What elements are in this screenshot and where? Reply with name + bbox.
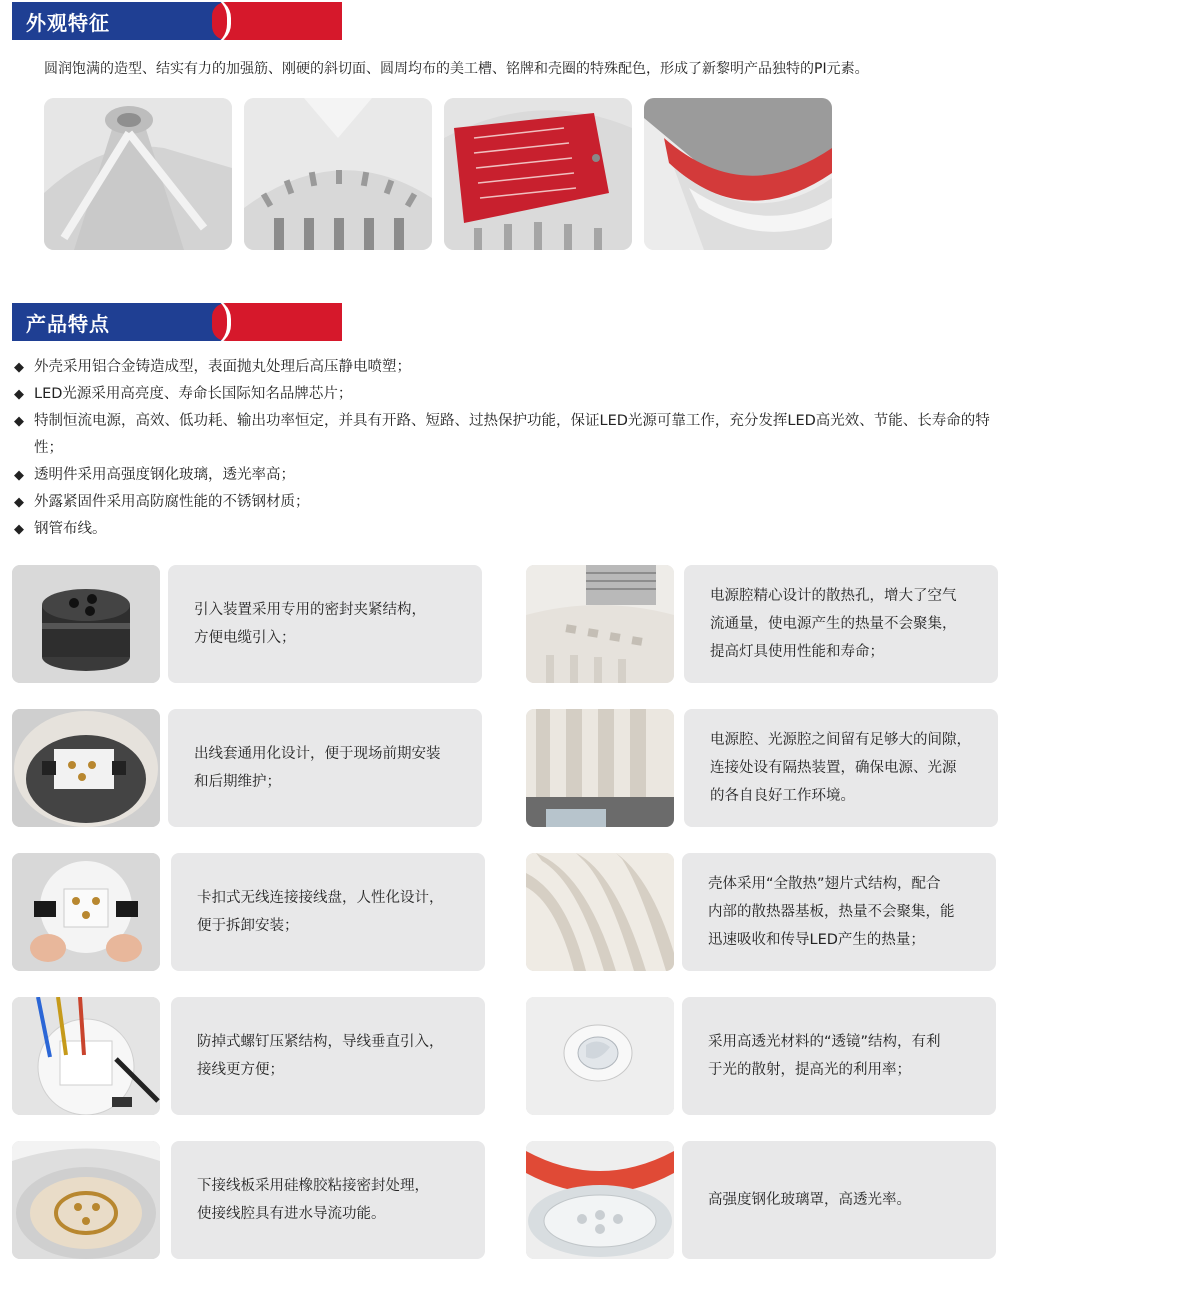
list-item: ◆ LED光源采用高亮度、寿命长国际知名品牌芯片；	[14, 381, 1014, 408]
nameplate-photo	[444, 98, 632, 250]
bullet-icon: ◆	[14, 387, 24, 402]
card-text: 卡扣式无线连接接线盘，人性化设计， 便于拆卸安装；	[171, 853, 485, 971]
card-text: 采用高透光材料的“透镜”结构，有利 于光的散射，提高光的利用率；	[682, 997, 996, 1115]
lamp-ring-photo	[644, 98, 832, 250]
heat-fins-photo	[526, 853, 674, 971]
glass-cover-photo	[526, 1141, 674, 1259]
intro-text: 圆润饱满的造型、结实有力的加强筋、刚硬的斜切面、圆周均布的美工槽、铭牌和壳圈的特殊配色，形成了新黎明产品独特的PI元素。	[44, 61, 869, 77]
card-text: 出线套通用化设计，便于现场前期安装 和后期维护；	[168, 709, 482, 827]
section-banner-features	[12, 303, 342, 341]
vent-holes-photo	[526, 565, 674, 683]
cable-gland-photo	[12, 565, 160, 683]
outlet-sleeve-photo	[12, 709, 160, 827]
card-text: 电源腔精心设计的散热孔，增大了空气 流通量，使电源产生的热量不会聚集， 提高灯具使用性能和寿命；	[684, 565, 998, 683]
screw-wiring-photo	[12, 997, 160, 1115]
bullet-icon: ◆	[14, 414, 24, 429]
feature-list	[14, 354, 1014, 543]
section-banner-appearance	[12, 2, 342, 40]
bullet-icon: ◆	[14, 360, 24, 375]
terminal-disc-photo	[12, 853, 160, 971]
lens-photo	[526, 997, 674, 1115]
bullet-icon: ◆	[14, 522, 24, 537]
bullet-icon: ◆	[14, 468, 24, 483]
lower-terminal-photo	[12, 1141, 160, 1259]
list-item: ◆ 钢管布线。	[14, 516, 1014, 543]
list-item: ◆ 特制恒流电源，高效、低功耗、输出功率恒定，并具有开路、短路、过热保护功能，保证LED光源可靠工作，充分发挥LED高光效、节能、长寿命的特性；	[14, 408, 1014, 462]
card-text: 电源腔、光源腔之间留有足够大的间隙， 连接处设有隔热装置，确保电源、光源 的各自良好工作环境。	[684, 709, 998, 827]
list-item: ◆ 外露紧固件采用高防腐性能的不锈钢材质；	[14, 489, 1014, 516]
card-text: 下接线板采用硅橡胶粘接密封处理， 使接线腔具有进水导流功能。	[171, 1141, 485, 1259]
card-text: 高强度钢化玻璃罩，高透光率。	[682, 1141, 996, 1259]
bullet-icon: ◆	[14, 495, 24, 510]
card-text: 防掉式螺钉压紧结构，导线垂直引入， 接线更方便；	[171, 997, 485, 1115]
section-title: 外观特征	[26, 11, 110, 35]
list-item: ◆ 透明件采用高强度钢化玻璃，透光率高；	[14, 462, 1014, 489]
card-text: 壳体采用“全散热”翅片式结构，配合 内部的散热器基板，热量不会聚集，能 迅速吸收和传导LED产生的热量；	[682, 853, 996, 971]
lamp-grooves-photo	[244, 98, 432, 250]
cavity-gap-photo	[526, 709, 674, 827]
lamp-top-photo	[44, 98, 232, 250]
card-text: 引入装置采用专用的密封夹紧结构， 方便电缆引入；	[168, 565, 482, 683]
list-item: ◆ 外壳采用铝合金铸造成型，表面抛丸处理后高压静电喷塑；	[14, 354, 1014, 381]
section-title: 产品特点	[26, 312, 110, 336]
